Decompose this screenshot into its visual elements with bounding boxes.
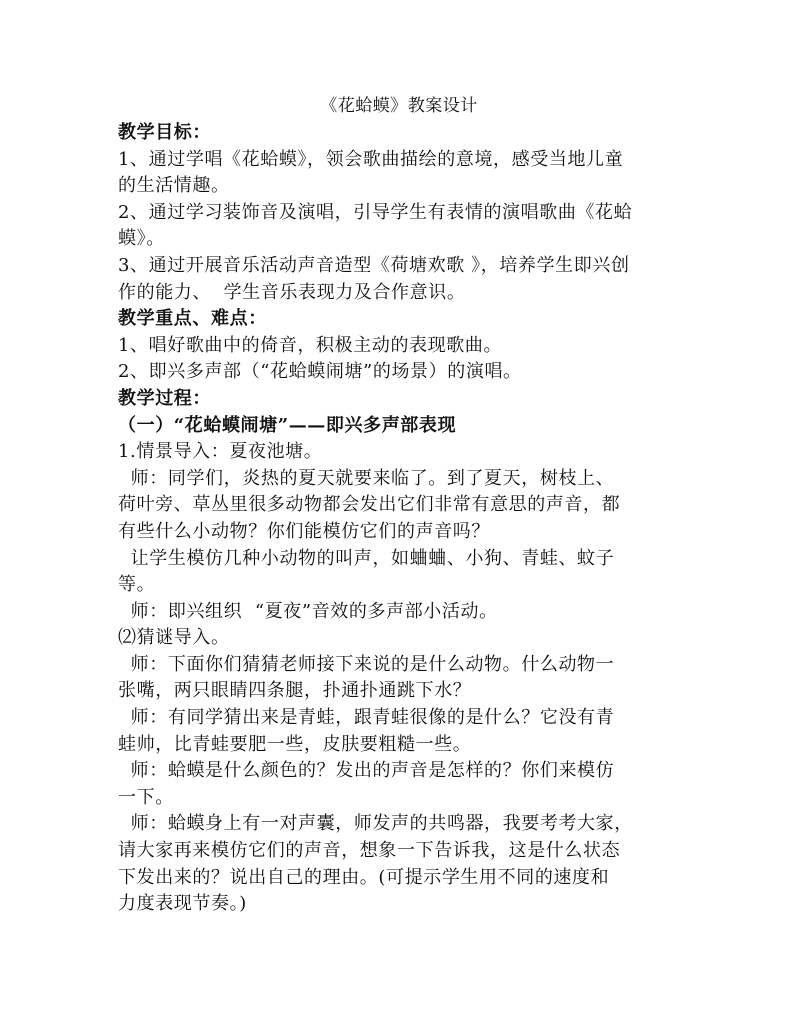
paragraph-line: 的生活情趣。 (118, 175, 230, 197)
paragraph-line: 有些什么小动物？你们能模仿它们的声音吗？ (118, 520, 490, 542)
paragraph-line: 师：蛤蟆是什么颜色的？发出的声音是怎样的？你们来模仿 (118, 760, 615, 782)
paragraph-line: 蟆》。 (118, 228, 165, 250)
paragraph-line: 作的能力、 学生音乐表现力及合作意识。 (118, 281, 466, 303)
paragraph-line: 让学生模仿几种小动物的叫声，如蛐蛐、小狗、青蛙、蚊子 (118, 547, 615, 569)
paragraph-line: 师：即兴组织 “夏夜”音效的多声部小活动。 (118, 600, 498, 622)
document-page (118, 92, 680, 918)
paragraph-line: 一下。 (118, 786, 174, 808)
paragraph-line: 师：下面你们猜猜老师接下来说的是什么动物。什么动物一 (118, 653, 615, 675)
section-heading-process: 教学过程： (118, 387, 211, 409)
paragraph-line: 荷叶旁、草丛里很多动物都会发出它们非常有意思的声音，都 (118, 494, 621, 516)
paragraph-line: 3、通过开展音乐活动声音造型《荷塘欢歌 》，培养学生即兴创 (118, 254, 630, 276)
paragraph-line: ⑵猜谜导入。 (118, 627, 230, 649)
paragraph-line: 下发出来的？说出自己的理由。(可提示学生用不同的速度和 (118, 866, 610, 888)
paragraph-line: 张嘴，两只眼睛四条腿，扑通扑通跳下水？ (118, 680, 472, 702)
paragraph-line: 请大家再来模仿它们的声音，想象一下告诉我，这是什么状态 (118, 840, 621, 862)
paragraph-line: 2、通过学习装饰音及演唱，引导学生有表情的演唱歌曲《花蛤 (118, 201, 633, 223)
paragraph-line: 师：蛤蟆身上有一对声囊，师发声的共鸣器，我要考考大家， (118, 813, 633, 835)
paragraph-line: 力度表现节奏。) (118, 893, 247, 915)
subsection-heading: （一）“花蛤蟆闹塘”——即兴多声部表现 (118, 414, 457, 436)
paragraph-line: 蛙帅，比青蛙要肥一些，皮肤要粗糙一些。 (118, 733, 472, 755)
paragraph-line: 1.情景导入：夏夜池塘。 (118, 441, 323, 463)
paragraph-line: 师：有同学猜出来是青蛙，跟青蛙很像的是什么？它没有青 (118, 707, 615, 729)
paragraph-line: 师：同学们，炎热的夏天就要来临了。到了夏天，树枝上、 (118, 467, 615, 489)
paragraph-line: 等。 (118, 574, 156, 596)
section-heading-objectives: 教学目标： (118, 122, 211, 143)
paragraph-line: 1、通过学唱《花蛤蟆》，领会歌曲描绘的意境，感受当地儿童 (118, 148, 624, 170)
paragraph-line: 1、唱好歌曲中的倚音，积极主动的表现歌曲。 (118, 334, 503, 356)
section-heading-key-points: 教学重点、难点： (118, 308, 267, 330)
paragraph-line: 2、即兴多声部（“花蛤蟆闹塘”的场景）的演唱。 (118, 361, 522, 383)
document-title: 《花蛤蟆》教案设计 (320, 96, 478, 116)
